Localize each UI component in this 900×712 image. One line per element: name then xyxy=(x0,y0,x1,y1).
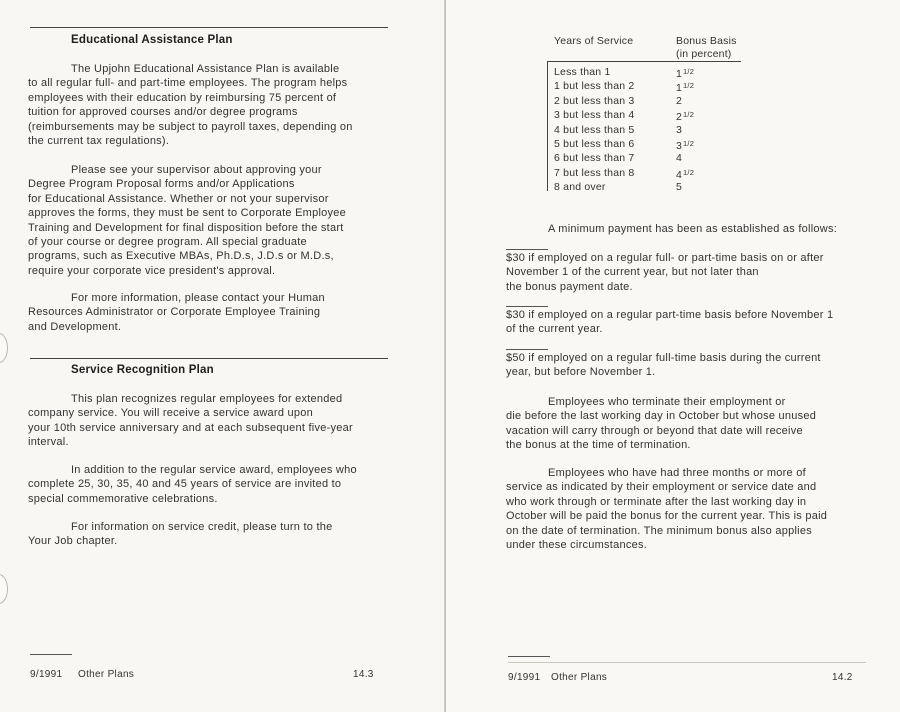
footer-section: Other Plans xyxy=(551,672,608,683)
termination-paragraph: Employees who terminate their employment or die before the last working day in October but whose unused vacation will carry through or beyond that date will receive the bonus at the time of termination. xyxy=(506,396,817,452)
footer-date: 9/1991 xyxy=(508,672,541,683)
table-row-years: 7 but less than 8 xyxy=(554,166,635,179)
table-header-years: Years of Service xyxy=(554,35,634,47)
section-rule xyxy=(30,27,388,28)
minimum-payment-1: $30 if employed on a regular full- or part-time basis on or after November 1 of the current year, but not later than the bonus payment date. xyxy=(506,252,824,293)
table-header-rule xyxy=(547,61,741,62)
minimum-payment-intro: A minimum payment has been as established as follows: xyxy=(548,223,838,235)
table-row-bonus xyxy=(676,94,682,108)
educational-paragraph-2: Please see your supervisor about approving your Degree Program Proposal forms and/or Applications for Educational Assistance. Whether or not your supervisor approves the forms, they must be sent to Corporate Employee Training and Development for final disposition before the start of your course or degree program. All special graduate programs, such as Executive MBAs, Ph.D.s, J.D.s or M.D.s, require your corporate vice president's approval. xyxy=(28,164,347,277)
educational-heading: Educational Assistance Plan xyxy=(71,34,233,46)
bonus-whole: 5 xyxy=(676,181,683,194)
table-header-bonus-unit: (in percent) xyxy=(676,48,732,60)
item-rule xyxy=(506,306,548,307)
left-page xyxy=(0,0,445,712)
bonus-whole: 3 xyxy=(676,123,683,136)
service-heading: Service Recognition Plan xyxy=(71,364,214,376)
table-left-border xyxy=(547,61,548,191)
bonus-fraction: 1/2 xyxy=(683,67,695,76)
binder-hole xyxy=(0,333,8,363)
bonus-whole: 4 xyxy=(676,168,683,181)
table-row-years: 3 but less than 4 xyxy=(554,109,635,122)
table-row-years: 5 but less than 6 xyxy=(554,138,635,150)
table-row-bonus xyxy=(676,123,682,137)
bonus-fraction: 1/2 xyxy=(683,81,695,91)
footer-date: 9/1991 xyxy=(30,669,63,680)
service-paragraph-2: In addition to the regular service award, employees who complete 25, 30, 35, 40 and 45 years of service are invited to special commemorative celebrations. xyxy=(28,464,357,505)
three-months-paragraph: Employees who have had three months or more of service as indicated by their employment or service date and who work through or terminate after the last working day in October will be paid the bonus for the current year. This is paid on the date of termination. The minimum bonus also applies under these circumstances. xyxy=(506,467,828,552)
educational-paragraph-1: The Upjohn Educational Assistance Plan is available to all regular full- and part-time employees. The program helps employees with their education by reimbursing 75 percent of tuition for approved courses and/or degree programs (reimbursements may be subject to payroll taxes, depending on the current tax regulations). xyxy=(28,63,353,148)
footer-rule xyxy=(30,654,72,655)
footer-section: Other Plans xyxy=(78,669,135,680)
bonus-fraction: 1/2 xyxy=(683,139,695,148)
footer-page-number: 14.3 xyxy=(353,669,374,680)
bonus-whole: 2 xyxy=(676,94,683,107)
table-row-years: 2 but less than 3 xyxy=(554,94,635,107)
table-row-years: Less than 1 xyxy=(554,66,611,78)
table-row-years: 8 and over xyxy=(554,181,606,194)
item-rule xyxy=(506,249,548,250)
item-rule xyxy=(506,349,548,350)
bonus-fraction: 1/2 xyxy=(683,110,695,120)
bonus-whole: 1 xyxy=(676,82,683,95)
footer-light-rule xyxy=(508,662,866,663)
bonus-whole: 3 xyxy=(676,140,683,152)
right-page xyxy=(446,0,900,712)
minimum-payment-3: $50 if employed on a regular full-time basis during the current year, but before November 1. xyxy=(506,352,821,379)
binder-hole xyxy=(0,574,8,604)
section-rule xyxy=(30,358,388,359)
service-paragraph-3: For information on service credit, please turn to the Your Job chapter. xyxy=(28,521,333,548)
table-row-bonus xyxy=(676,151,682,165)
table-row-years: 4 but less than 5 xyxy=(554,123,635,136)
educational-paragraph-3: For more information, please contact your Human Resources Administrator or Corporate Employee Training and Development. xyxy=(28,292,325,333)
footer-page-number: 14.2 xyxy=(832,672,853,683)
table-row-bonus xyxy=(676,180,682,194)
table-header-bonus: Bonus Basis xyxy=(676,35,737,47)
footer-rule xyxy=(508,656,550,657)
minimum-payment-2: $30 if employed on a regular part-time basis before November 1 of the current year. xyxy=(506,309,834,336)
table-row-years: 1 but less than 2 xyxy=(554,80,635,93)
bonus-whole: 4 xyxy=(676,152,683,165)
bonus-fraction: 1/2 xyxy=(683,167,695,177)
service-paragraph-1: This plan recognizes regular employees for extended company service. You will receive a service award upon your 10th service anniversary and at each subsequent five-year interval. xyxy=(28,393,353,449)
bonus-whole: 2 xyxy=(676,111,683,124)
table-row-years: 6 but less than 7 xyxy=(554,152,635,165)
bonus-whole: 1 xyxy=(676,68,683,80)
